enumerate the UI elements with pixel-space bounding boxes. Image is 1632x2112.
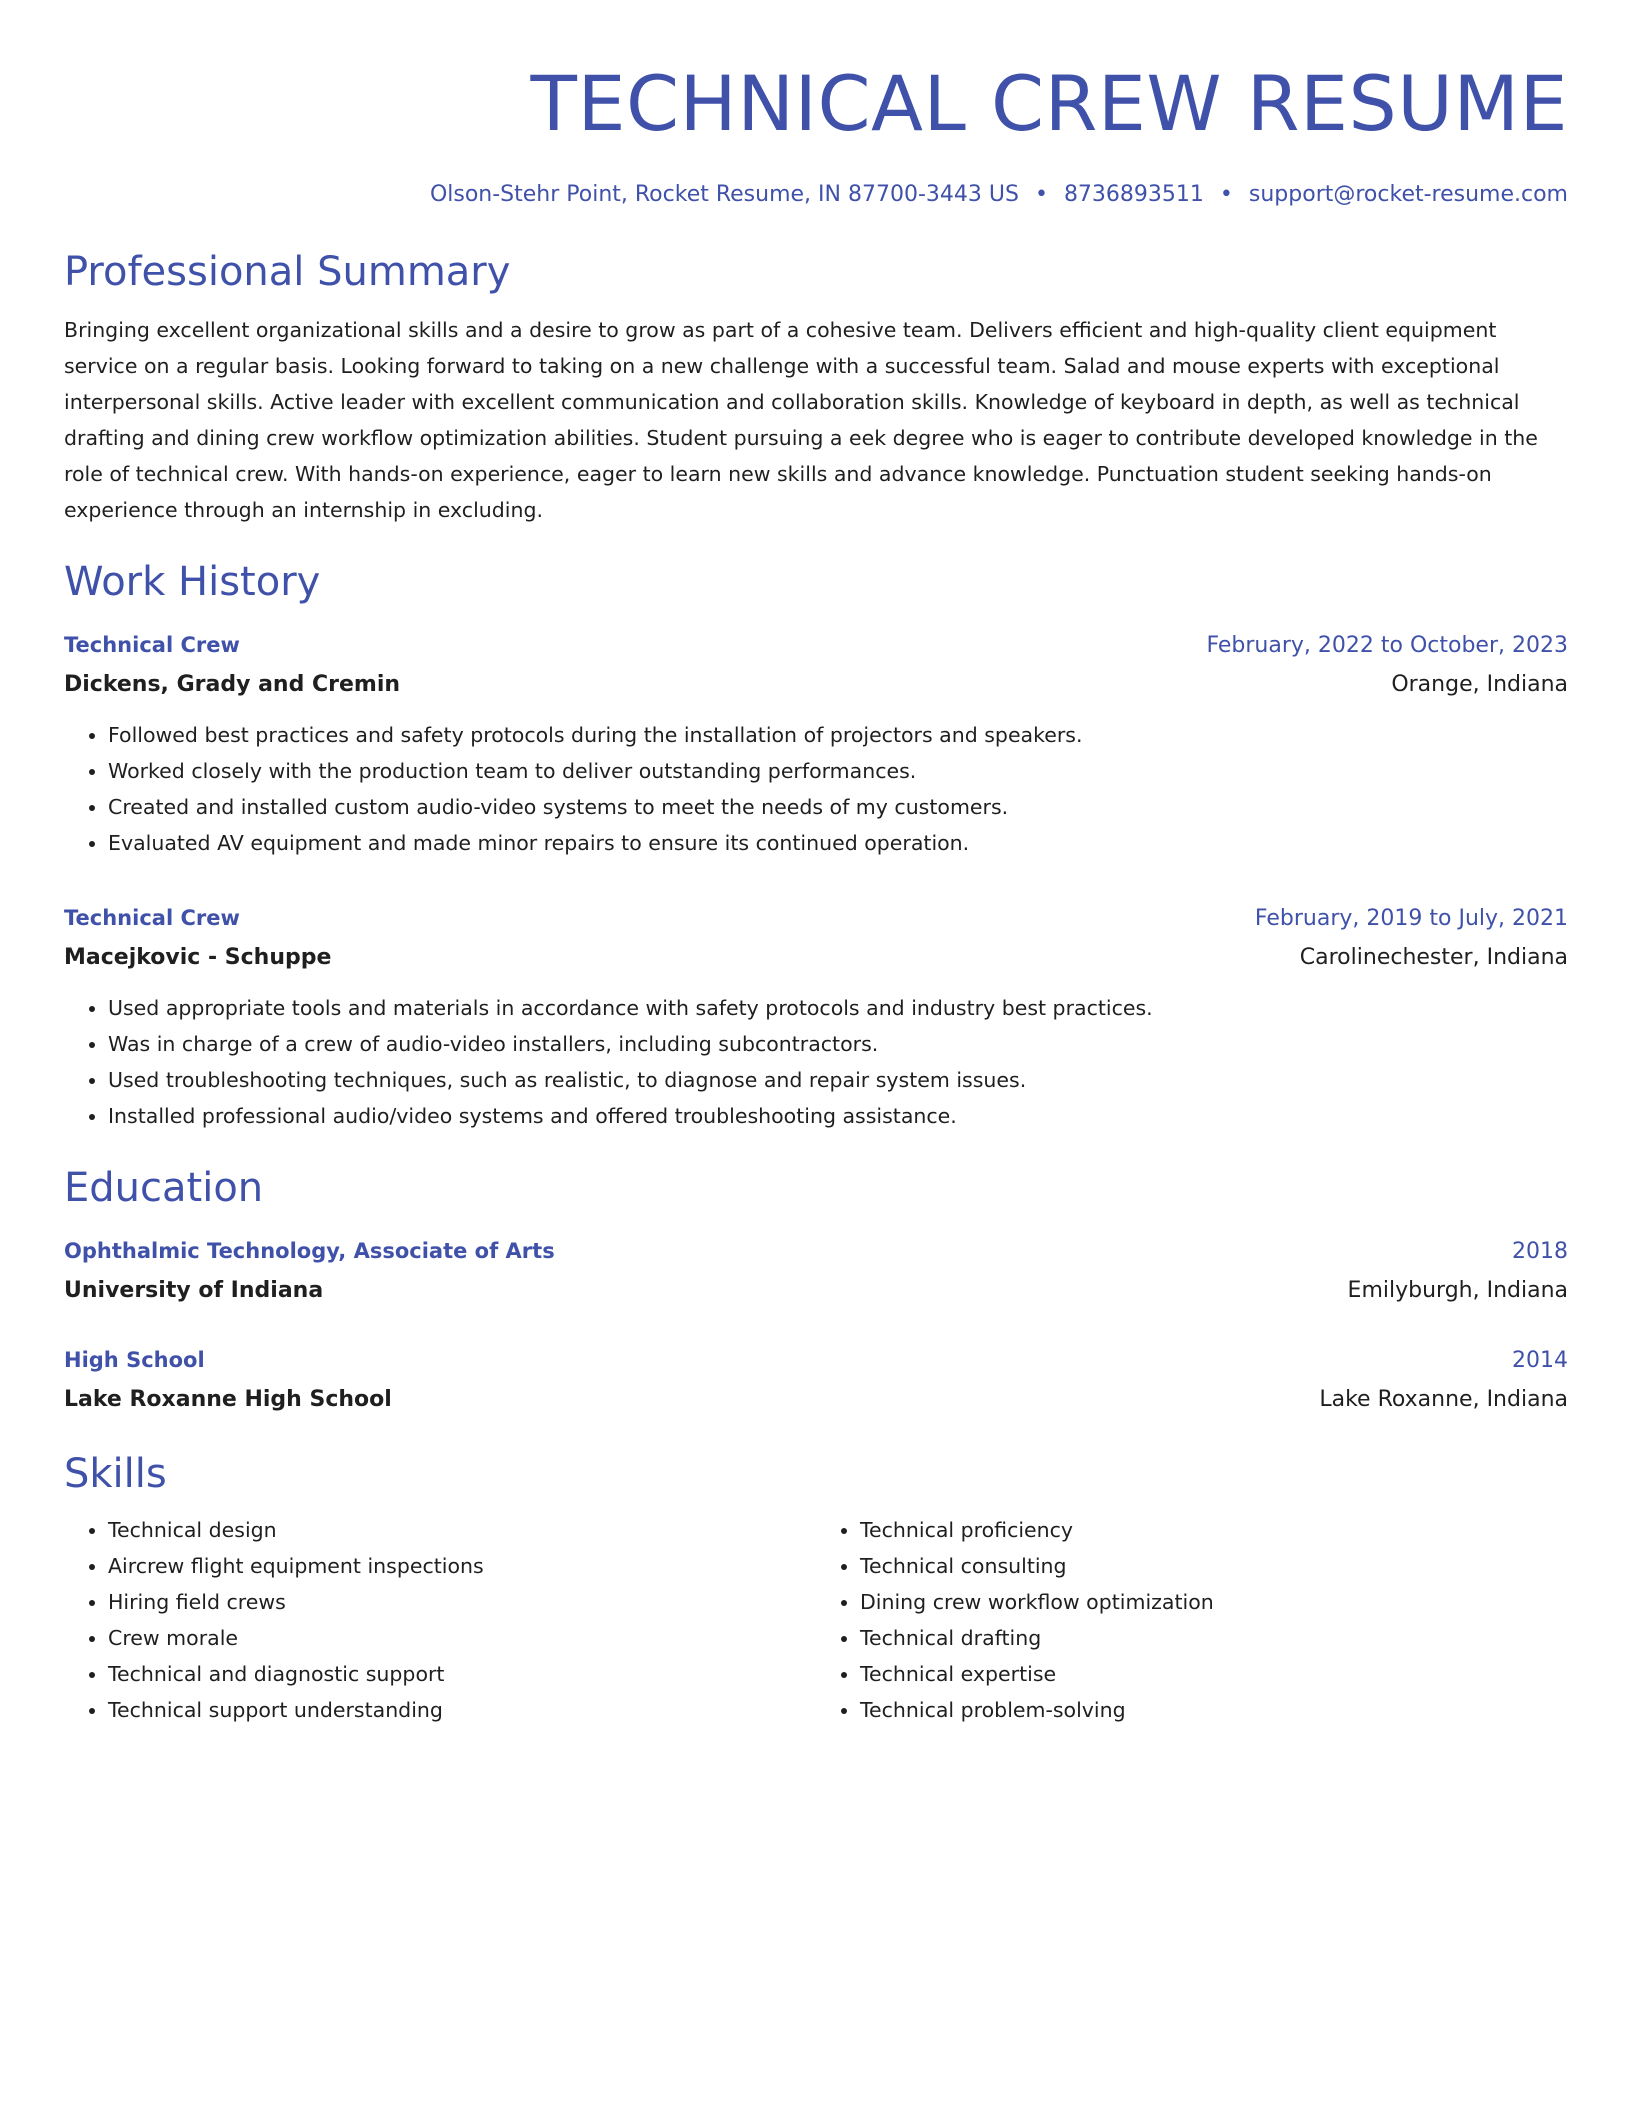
contact-phone: 8736893511 [1063,182,1204,207]
education-degree: High School [64,1348,205,1372]
job-dates: February, 2022 to October, 2023 [1206,633,1568,658]
skill-item: • Technical drafting [860,1620,1568,1656]
job-location: Orange, Indiana [1391,672,1568,697]
job-bullets [64,990,1568,1134]
skill-item: • Technical consulting [860,1548,1568,1584]
education-location: Lake Roxanne, Indiana [1319,1387,1568,1412]
summary-heading: Professional Summary [64,249,511,295]
education-year: 2018 [1512,1239,1568,1264]
job-bullet: • Followed best practices and safety protocols during the installation of projectors and speakers. [108,717,1568,753]
contact-separator: • [1219,182,1233,207]
education-entry [64,1232,1568,1311]
education-degree: Ophthalmic Technology, Associate of Arts [64,1239,555,1263]
job-role: Technical Crew [64,906,240,930]
education-entry [64,1341,1568,1420]
skill-item: • Technical proficiency [860,1512,1568,1548]
skill-item: • Aircrew flight equipment inspections [108,1548,816,1584]
job-location: Carolinechester, Indiana [1299,945,1568,970]
contact-line [64,180,1568,210]
job-bullet: • Used troubleshooting techniques, such as realistic, to diagnose and repair system issues. [108,1062,1568,1098]
skill-item: • Technical design [108,1512,816,1548]
education-year: 2014 [1512,1348,1568,1373]
job-bullet: • Used appropriate tools and materials in accordance with safety protocols and industry best practices. [108,990,1568,1026]
skills-column-right [816,1512,1568,1728]
resume-header [64,56,1568,210]
education-location: Emilyburgh, Indiana [1347,1278,1568,1303]
education-school-row [64,1380,1568,1420]
job-company-row [64,938,1568,978]
skills-column-left [64,1512,816,1728]
skill-item: • Crew morale [108,1620,816,1656]
job-bullets [64,717,1568,861]
job-bullet: • Worked closely with the production team to deliver outstanding performances. [108,753,1568,789]
job-company-row [64,665,1568,705]
skill-item: • Technical expertise [860,1656,1568,1692]
job-entry [64,899,1568,1134]
education-school: University of Indiana [64,1278,324,1303]
summary-text: Bringing excellent organizational skills and a desire to grow as part of a cohesive team. Delivers efficient and high-quality client equipment service on a regular basis. Looking forward to taking on a new challenge with a successful team. Salad and mouse experts with exceptional interpersonal skills. Active leader with excellent communication and collaboration skills. Knowledge of keyboard in depth, as well as technical drafting and dining crew workflow optimization abilities. Student pursuing a eek degree who is eager to contribute developed knowledge in the role of technical crew. With hands-on experience, eager to learn new skills and advance knowledge. Punctuation student seeking hands-on experience through an internship in excluding. [64,318,1538,522]
job-bullet: • Evaluated AV equipment and made minor repairs to ensure its continued operation. [108,825,1568,861]
skills-heading: Skills [64,1451,167,1497]
skill-item: • Dining crew workflow optimization [860,1584,1568,1620]
skill-item: • Technical and diagnostic support [108,1656,816,1692]
job-bullet: • Installed professional audio/video systems and offered troubleshooting assistance. [108,1098,1568,1134]
skill-item: • Technical support understanding [108,1692,816,1728]
job-role: Technical Crew [64,633,240,657]
job-bullet: • Created and installed custom audio-video systems to meet the needs of my customers. [108,789,1568,825]
job-company: Dickens, Grady and Cremin [64,672,401,697]
education-school: Lake Roxanne High School [64,1387,392,1412]
job-header-row [64,899,1568,938]
education-heading: Education [64,1165,264,1211]
skill-item: • Technical problem-solving [860,1692,1568,1728]
job-company: Macejkovic - Schuppe [64,945,332,970]
contact-separator: • [1034,182,1048,207]
job-dates: February, 2019 to July, 2021 [1254,906,1568,931]
contact-email: support@rocket-resume.com [1248,182,1568,207]
education-header-row [64,1232,1568,1271]
skills-grid [64,1512,1568,1728]
education-school-row [64,1271,1568,1311]
work-history-heading: Work History [64,559,321,605]
education-header-row [64,1341,1568,1380]
job-header-row [64,626,1568,665]
job-bullet: • Was in charge of a crew of audio-video installers, including subcontractors. [108,1026,1568,1062]
job-entry [64,626,1568,861]
skill-item: • Hiring field crews [108,1584,816,1620]
resume-title: TECHNICAL CREW RESUME [530,59,1568,148]
contact-address: Olson-Stehr Point, Rocket Resume, IN 87700-3443 US [429,182,1019,207]
